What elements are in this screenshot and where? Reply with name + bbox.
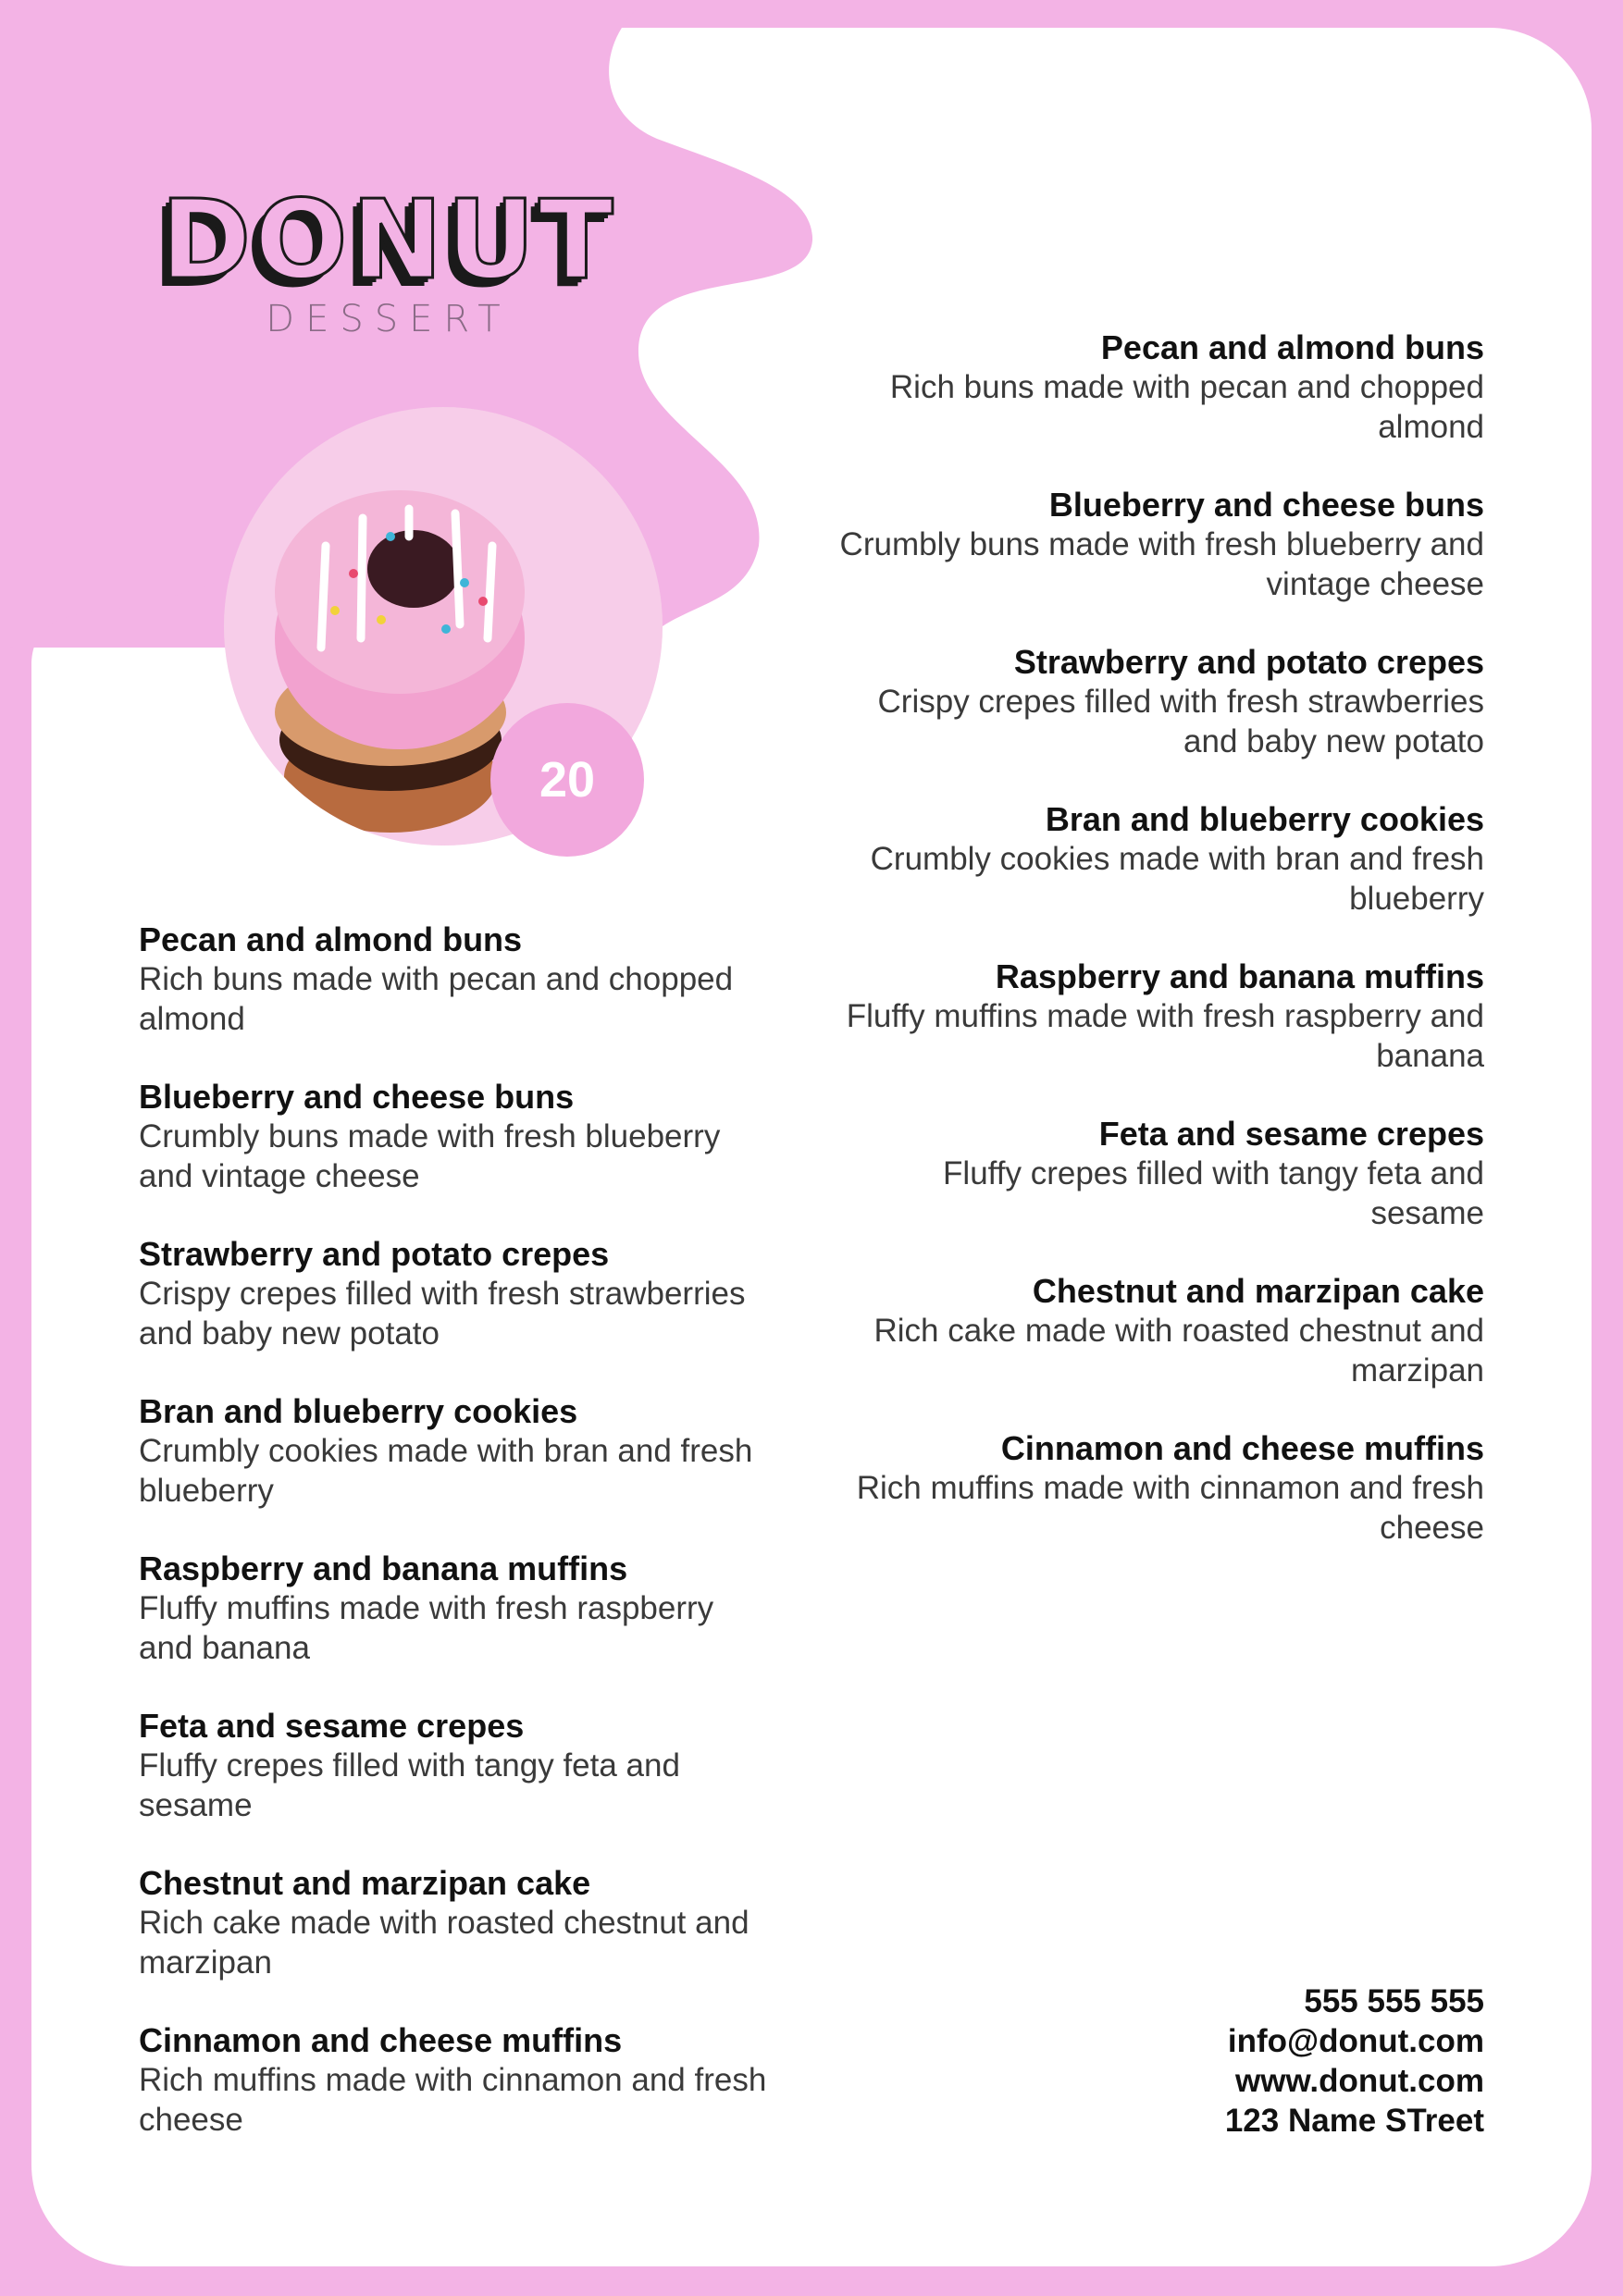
contact-email: info@donut.com — [1227, 2023, 1484, 2059]
menu-item-description: Rich muffins made with cinnamon and fresh cheese — [139, 2062, 767, 2138]
menu-item-description: Rich buns made with pecan and chopped almond — [889, 369, 1484, 445]
menu-item-description: Rich buns made with pecan and chopped almond — [139, 961, 734, 1037]
menu-item — [139, 1234, 787, 1353]
menu-item-name: Cinnamon and cheese muffins — [139, 2021, 623, 2059]
menu-item-description: Rich muffins made with cinnamon and fresh cheese — [856, 1470, 1484, 1546]
menu-item-name: Feta and sesame crepes — [1098, 1115, 1484, 1153]
menu-item-name: Chestnut and marzipan cake — [139, 1864, 591, 1902]
menu-item-description: Crispy crepes filled with fresh strawberries and baby new potato — [877, 684, 1484, 759]
menu-item-description: Crispy crepes filled with fresh strawberries and baby new potato — [139, 1276, 746, 1352]
menu-item-description: Fluffy muffins made with fresh raspberry and banana — [139, 1590, 714, 1666]
menu-item-description: Rich cake made with roasted chestnut and marzipan — [139, 1905, 750, 1981]
menu-item-name: Blueberry and cheese buns — [139, 1078, 575, 1116]
menu-item-name: Pecan and almond buns — [139, 920, 523, 958]
menu-item-description: Fluffy crepes filled with tangy feta and sesame — [943, 1155, 1484, 1231]
menu-item — [139, 1077, 787, 1196]
menu-item-description: Crumbly cookies made with bran and fresh blueberry — [870, 841, 1484, 917]
menu-item-description: Crumbly cookies made with bran and fresh blueberry — [139, 1433, 753, 1509]
menu-item — [836, 327, 1484, 447]
menu-item-name: Strawberry and potato crepes — [1013, 643, 1484, 681]
menu-item — [836, 642, 1484, 761]
brand-title: DONUT — [160, 176, 617, 303]
menu-item — [836, 957, 1484, 1076]
menu-item — [139, 920, 787, 1039]
contact-block — [1225, 1981, 1484, 2141]
menu-item-name: Blueberry and cheese buns — [1048, 486, 1484, 524]
menu-item-description: Crumbly buns made with fresh blueberry and vintage cheese — [139, 1118, 721, 1194]
contact-website: www.donut.com — [1235, 2063, 1484, 2099]
menu-item-description: Fluffy crepes filled with tangy feta and sesame — [139, 1747, 680, 1823]
menu-item-name: Pecan and almond buns — [1100, 328, 1484, 366]
menu-item-name: Feta and sesame crepes — [139, 1707, 525, 1745]
menu-left-column — [139, 920, 787, 2178]
menu-item — [836, 1114, 1484, 1233]
menu-item-name: Strawberry and potato crepes — [139, 1235, 610, 1273]
menu-item — [836, 1428, 1484, 1548]
contact-address: 123 Name STreet — [1224, 2103, 1484, 2139]
menu-item — [139, 1863, 787, 1982]
menu-item-description: Rich cake made with roasted chestnut and marzipan — [873, 1313, 1484, 1389]
brand-logo — [157, 176, 620, 340]
menu-item-name: Cinnamon and cheese muffins — [1000, 1429, 1484, 1467]
menu-item-name: Bran and blueberry cookies — [1045, 800, 1484, 838]
menu-item-description: Crumbly buns made with fresh blueberry and vintage cheese — [839, 526, 1484, 602]
menu-item — [139, 1549, 787, 1668]
menu-item — [139, 2020, 787, 2140]
menu-item-name: Chestnut and marzipan cake — [1032, 1272, 1484, 1310]
menu-item-name: Raspberry and banana muffins — [139, 1549, 628, 1587]
menu-item — [139, 1706, 787, 1825]
menu-item — [836, 799, 1484, 919]
menu-right-column — [836, 327, 1484, 1586]
menu-item — [139, 1391, 787, 1511]
menu-item-description: Fluffy muffins made with fresh raspberry and banana — [846, 998, 1484, 1074]
menu-item — [836, 485, 1484, 604]
contact-phone: 555 555 555 — [1304, 1983, 1484, 2019]
menu-item-name: Bran and blueberry cookies — [139, 1392, 578, 1430]
brand-subtitle: DESSERT — [266, 298, 512, 340]
count-badge: 20 — [490, 703, 644, 857]
menu-item — [836, 1271, 1484, 1390]
menu-item-name: Raspberry and banana muffins — [995, 957, 1484, 995]
